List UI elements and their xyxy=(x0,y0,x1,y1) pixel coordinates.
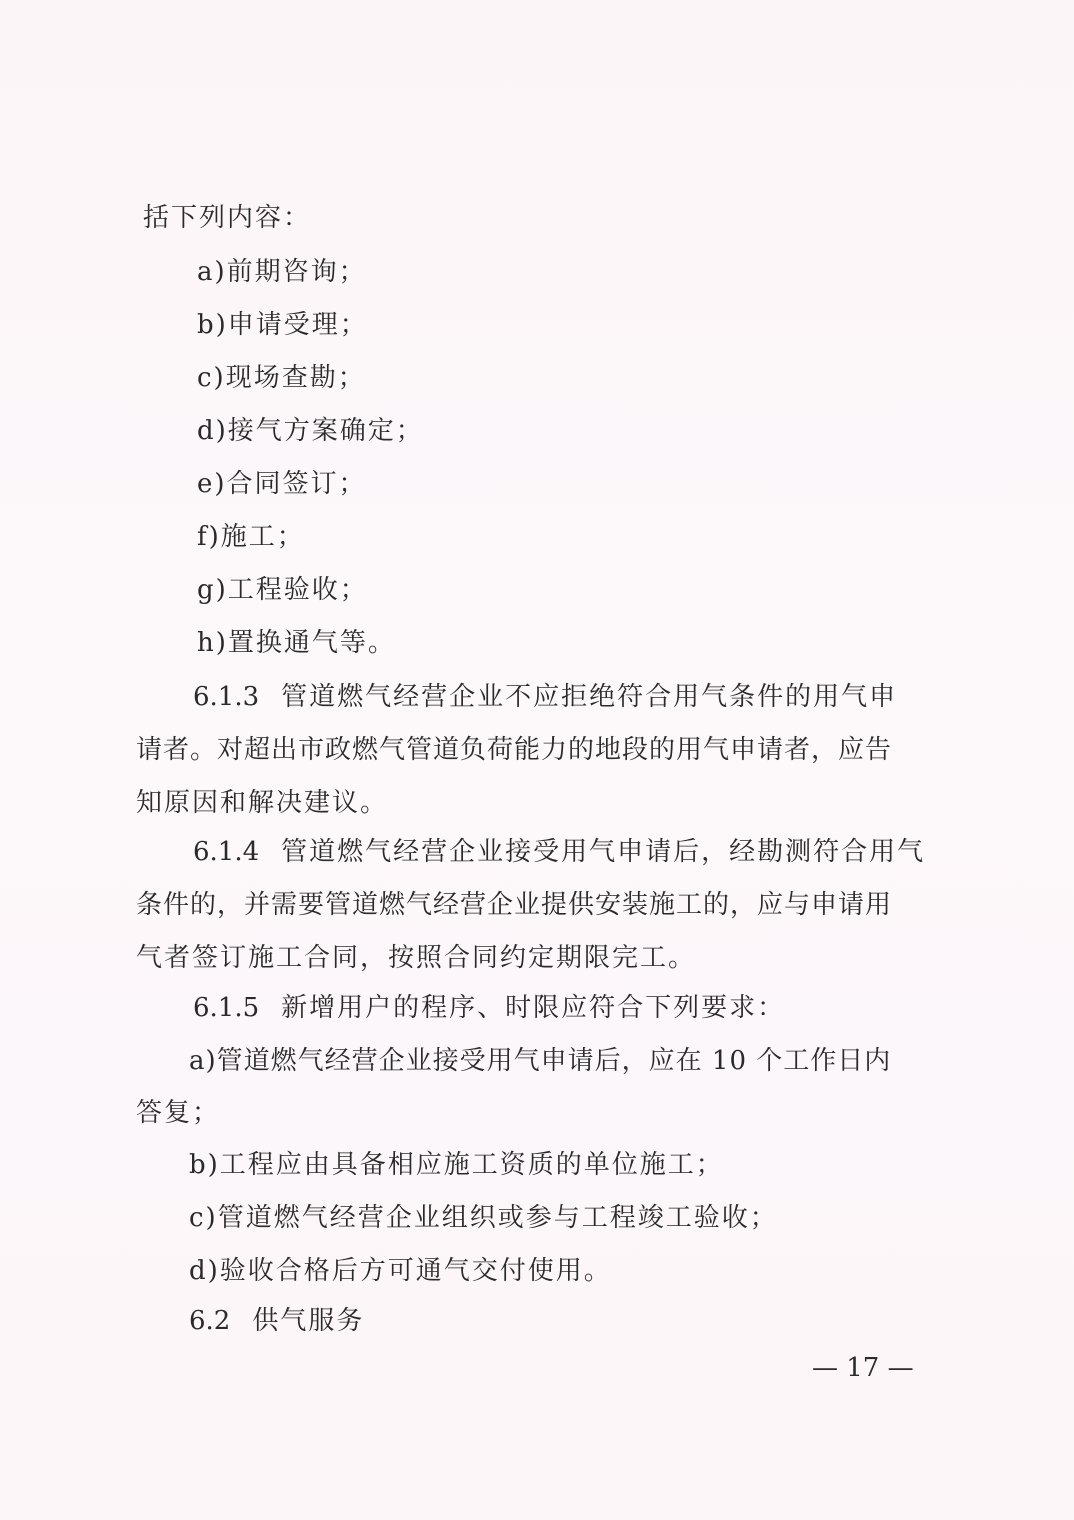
list-item: c)现场查勘； xyxy=(197,363,366,393)
section-6-1-4-line2: 条件的，并需要管道燃气经营企业提供安装施工的，应与申请用 xyxy=(136,890,893,920)
section-text: 管道燃气经营企业不应拒绝符合用气条件的用气申 xyxy=(281,682,898,712)
list-item: a)前期咨询； xyxy=(197,257,367,287)
section-6-1-3-line1 xyxy=(193,682,897,712)
list-item: h)置换通气等。 xyxy=(197,628,396,658)
list-item: f)施工； xyxy=(197,522,305,552)
list-item-continuation: 答复； xyxy=(136,1098,221,1128)
page-number: — 17 — xyxy=(812,1353,914,1383)
section-number: 6.2 xyxy=(189,1306,231,1336)
section-number: 6.1.5 xyxy=(193,993,260,1023)
section-number: 6.1.4 xyxy=(193,837,260,867)
list-item: a)管道燃气经营企业接受用气申请后，应在 10 个工作日内 xyxy=(189,1046,892,1076)
section-6-1-3-line2: 请者。对超出市政燃气管道负荷能力的地段的用气申请者，应告 xyxy=(136,735,893,765)
section-text: 供气服务 xyxy=(252,1306,365,1336)
list-item: b)申请受理； xyxy=(197,310,368,340)
list-item: e)合同签订； xyxy=(197,469,367,499)
intro-line: 括下列内容： xyxy=(143,203,312,233)
list-item: d)接气方案确定； xyxy=(197,416,424,446)
section-number: 6.1.3 xyxy=(193,682,260,712)
list-item: g)工程验收； xyxy=(197,575,368,605)
section-6-2-heading xyxy=(189,1306,364,1336)
section-6-1-4-line1 xyxy=(193,837,925,867)
section-6-1-4-line3: 气者签订施工合同，按照合同约定期限完工。 xyxy=(136,943,697,973)
section-6-1-3-line3: 知原因和解决建议。 xyxy=(136,788,389,818)
section-text: 新增用户的程序、时限应符合下列要求： xyxy=(281,993,786,1023)
section-6-1-5-line xyxy=(193,993,785,1023)
list-item: d)验收合格后方可通气交付使用。 xyxy=(189,1256,612,1286)
list-item: b)工程应由具备相应施工资质的单位施工； xyxy=(189,1150,724,1180)
list-item: c)管道燃气经营企业组织或参与工程竣工验收； xyxy=(189,1203,778,1233)
section-text: 管道燃气经营企业接受用气申请后，经勘测符合用气 xyxy=(281,837,926,867)
